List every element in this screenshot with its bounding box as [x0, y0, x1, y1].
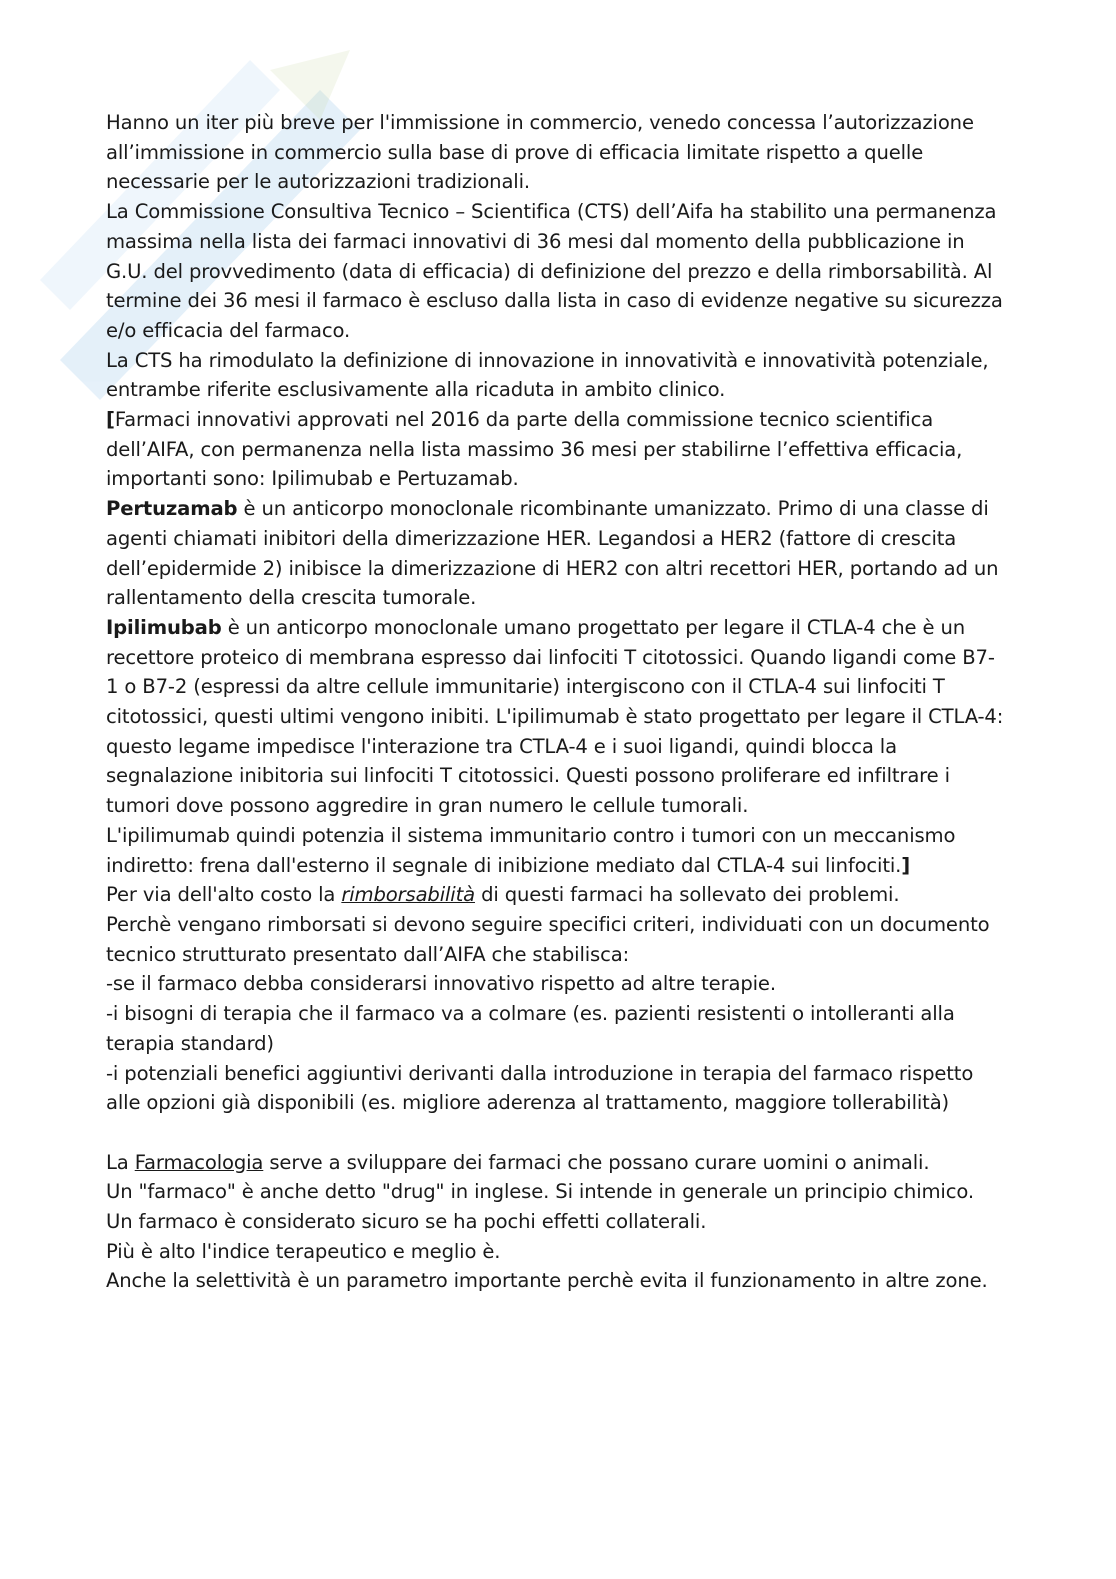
open-bracket: [ — [106, 408, 115, 432]
document-body — [106, 108, 1006, 1296]
term-pertuzamab: Pertuzamab — [106, 497, 238, 521]
pharmacology-text-before: La — [106, 1150, 135, 1174]
paragraph-pharmacology — [106, 1148, 1006, 1178]
term-ipilimubab: Ipilimubab — [106, 615, 222, 639]
ipilimubab-text: è un anticorpo monoclonale umano progettato per legare il CTLA-4 che è un recettore proteico di membrana espresso dai linfociti T citotossici. Quando ligandi come B7-1 o B7-2 (espressi da altre cellule immunitarie) intergiscono con il CTLA-4 sui linfociti T citotossici, questi ultimi vengono inibiti. L'ipilimumab è stato progettato per legare il CTLA-4: questo legame impedisce l'interazione tra CTLA-4 e i suoi ligandi, quindi blocca la segnalazione inibitoria sui linfociti T citotossici. Questi possono proliferare ed infiltrare i tumori dove possono aggredire in gran numero le cellule tumorali. — [106, 615, 1004, 818]
paragraph-pertuzamab — [106, 494, 1006, 613]
pertuzamab-text: è un anticorpo monoclonale ricombinante umanizzato. Primo di una classe di agenti chiamati inibitori della dimerizzazione HER. Legandosi a HER2 (fattore di crescita dell’epidermide 2) inibisce la dimerizzazione di HER2 con altri recettori HER, portando ad un rallentamento della crescita tumorale. — [106, 497, 999, 610]
paragraph-innovation: La CTS ha rimodulato la definizione di innovazione in innovatività e innovatività potenziale, entrambe riferite esclusivamente alla ricaduta in ambito clinico. — [106, 348, 989, 402]
rimborsabilita-link[interactable]: rimborsabilità — [341, 883, 475, 907]
paragraph-selectivity: Anche la selettività è un parametro importante perchè evita il funzionamento in altre zone. — [106, 1269, 988, 1293]
paragraph-ipilimumab-mechanism — [106, 821, 1006, 880]
paragraph-drug-definition: Un "farmaco" è anche detto "drug" in inglese. Si intende in generale un principio chimico. — [106, 1180, 974, 1204]
reimbursement-text-after: di questi farmaci ha sollevato dei problemi. — [474, 883, 900, 907]
paragraph-reimbursement — [106, 880, 1006, 910]
mechanism-text: L'ipilimumab quindi potenzia il sistema immunitario contro i tumori con un meccanismo indiretto: frena dall'esterno il segnale di inibizione mediato dal CTLA-4 sui linfociti. — [106, 823, 956, 877]
close-bracket: ] — [901, 853, 911, 877]
pharmacology-text-after: serve a sviluppare dei farmaci che possano curare uomini o animali. — [263, 1150, 930, 1174]
reimbursement-text-before: Per via dell'alto costo la — [106, 883, 342, 907]
paragraph-intro: Hanno un iter più breve per l'immissione in commercio, venedo concessa l’autorizzazione all’immissione in commercio sulla base di prove di efficacia limitate rispetto a quelle necessarie per le autorizzazioni tradizionali. — [106, 111, 974, 194]
paragraph-criteria: Perchè vengano rimborsati si devono seguire specifici criteri, individuati con un documento tecnico strutturato presentato dall’AIFA che stabilisca: — [106, 912, 990, 966]
paragraph-cts: La Commissione Consultiva Tecnico – Scientifica (CTS) dell’Aifa ha stabilito una permanenza massima nella lista dei farmaci innovativi di 36 mesi dal momento della pubblicazione in G.U. del provvedimento (data di efficacia) di definizione del prezzo e della rimborsabilità. Al termine dei 36 mesi il farmaco è escluso dalla lista in caso di evidenze negative su sicurezza e/o efficacia del farmaco. — [106, 200, 1003, 342]
paragraph-therapeutic-index: Più è alto l'indice terapeutico e meglio è. — [106, 1239, 501, 1263]
list-item: -i bisogni di terapia che il farmaco va a colmare (es. pazienti resistenti o intolleranti alla terapia standard) — [106, 1002, 955, 1055]
list-item: -i potenziali benefici aggiuntivi derivanti dalla introduzione in terapia del farmaco rispetto alle opzioni già disponibili (es. migliore aderenza al trattamento, maggiore tollerabilità) — [106, 1061, 974, 1115]
farmacologia-link[interactable]: Farmacologia — [134, 1150, 264, 1174]
blank-line — [106, 1118, 1006, 1148]
paragraph-approved-drugs — [106, 405, 1006, 494]
paragraph-safety: Un farmaco è considerato sicuro se ha pochi effetti collaterali. — [106, 1210, 707, 1233]
list-item: -se il farmaco debba considerarsi innovativo rispetto ad altre terapie. — [106, 972, 776, 996]
paragraph-ipilimubab — [106, 613, 1006, 821]
approved-drugs-text: Farmaci innovativi approvati nel 2016 da parte della commissione tecnico scientifica dell’AIFA, con permanenza nella lista massimo 36 mesi per stabilirne l’effettiva efficacia, importanti sono: Ipilimubab e Pertuzamab. — [106, 408, 963, 491]
